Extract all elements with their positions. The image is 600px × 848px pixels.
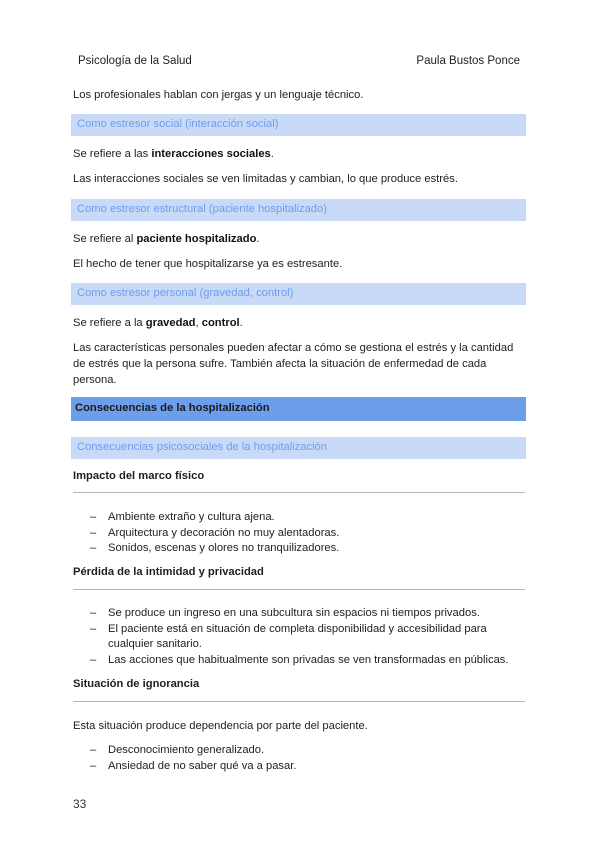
section-band-social-label: Como estresor social (interacción social) <box>77 118 279 130</box>
social-definition-suffix: . <box>270 148 274 160</box>
section-band-social <box>71 114 526 136</box>
header-author: Paula Bustos Ponce <box>416 55 520 67</box>
list-item: – Se produce un ingreso en una subcultura sin espacios ni tiempos privados. <box>90 606 530 622</box>
personal-definition-term-2: control <box>201 317 240 329</box>
section-band-personal <box>71 283 526 305</box>
intro-paragraph: Los profesionales hablan con jergas y un lenguaje técnico. <box>73 89 364 101</box>
subheading-perdida: Pérdida de la intimidad y privacidad <box>73 566 264 578</box>
personal-definition-term-1: gravedad <box>145 317 196 329</box>
section-heading-consequences <box>71 397 526 421</box>
structural-definition-term: paciente hospitalizado <box>136 233 257 245</box>
personal-definition-prefix: Se refiere a la <box>73 317 146 329</box>
section-band-structural <box>71 199 526 221</box>
social-definition <box>73 146 528 162</box>
divider <box>73 701 525 702</box>
social-definition-prefix: Se refiere a las <box>73 148 152 160</box>
ignorancia-list <box>90 743 530 774</box>
personal-definition-separator: , <box>195 317 202 329</box>
social-body: Las interacciones sociales se ven limitadas y cambian, lo que produce estrés. <box>73 173 458 185</box>
subheading-ignorancia: Situación de ignorancia <box>73 678 200 690</box>
perdida-list <box>90 606 530 668</box>
personal-body: Las características personales pueden afectar a cómo se gestiona el estrés y la cantidad de estrés que la persona sufre. También afecta la situación de enfermedad de cada persona. <box>73 342 514 386</box>
structural-body: El hecho de tener que hospitalizarse ya es estresante. <box>73 258 343 270</box>
structural-definition-suffix: . <box>256 233 260 245</box>
impacto-list <box>90 510 530 557</box>
header-course-title: Psicología de la Salud <box>78 55 192 67</box>
section-band-structural-label: Como estresor estructural (paciente hospitalizado) <box>77 203 327 215</box>
list-item: – Ambiente extraño y cultura ajena. <box>90 510 530 526</box>
section-band-psychosocial-label: Consecuencias psicosociales de la hospitalización <box>77 441 327 453</box>
personal-definition <box>73 315 528 331</box>
ignorancia-body: Esta situación produce dependencia por parte del paciente. <box>73 720 368 732</box>
section-band-psychosocial <box>71 437 526 459</box>
structural-definition-prefix: Se refiere al <box>73 233 137 245</box>
section-band-personal-label: Como estresor personal (gravedad, control) <box>77 287 294 299</box>
list-item: – Las acciones que habitualmente son privadas se ven transformadas en públicas. <box>90 653 530 669</box>
page-number: 33 <box>73 797 87 811</box>
divider <box>73 589 525 590</box>
divider <box>73 492 525 493</box>
subheading-impacto: Impacto del marco físico <box>73 470 205 482</box>
personal-definition-suffix: . <box>239 317 243 329</box>
structural-definition <box>73 231 528 247</box>
list-item: – Sonidos, escenas y olores no tranquilizadores. <box>90 541 530 557</box>
list-item: – Ansiedad de no saber qué va a pasar. <box>90 759 530 775</box>
list-item: – Arquitectura y decoración no muy alentadoras. <box>90 526 530 542</box>
social-definition-term: interacciones sociales <box>151 148 271 160</box>
section-heading-consequences-label: Consecuencias de la hospitalización <box>75 402 270 414</box>
list-item: – El paciente está en situación de completa disponibilidad y accesibilidad para cualquier sanitario. <box>90 622 530 653</box>
list-item: – Desconocimiento generalizado. <box>90 743 530 759</box>
